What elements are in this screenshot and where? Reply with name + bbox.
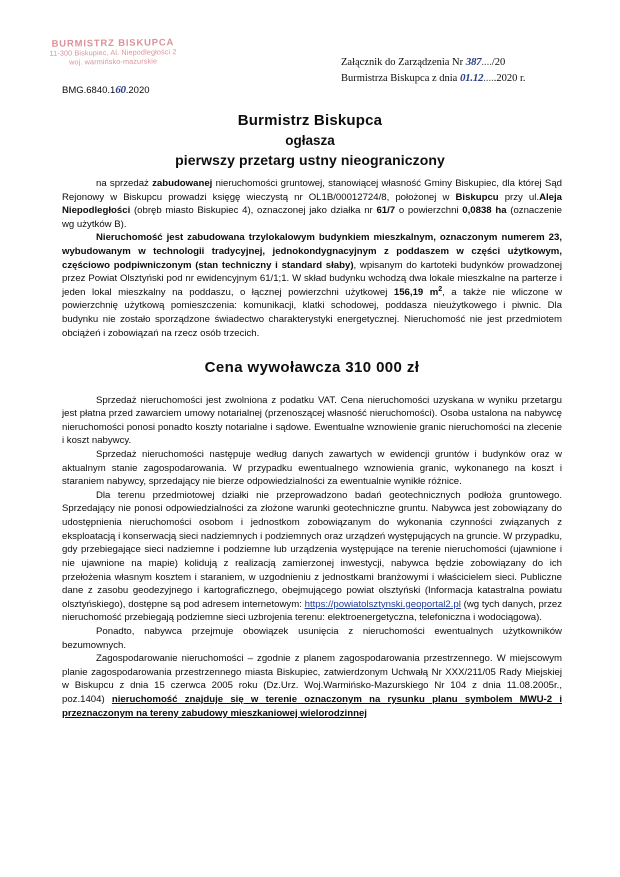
p2-b1: Nieruchomość jest zabudowana trzylokalowym budynkiem mieszkalnym, oznaczonym numerem 23, wybudowanym w technologii tradycyjnej, jednokondygnacyjnym z poddaszem w części użytkowym, częściowo podpiwniczonym (stan techniczny i standard słaby) [62,232,562,271]
page-title: Burmistrz Biskupca [237,112,383,129]
p1-b1: zabudowanej [152,178,213,189]
geoportal-link[interactable]: https://powiatolsztynski.geoportal2.pl [304,598,461,610]
title-announces: ogłasza [285,133,335,148]
stamp-address-line: 11-300 Biskupiec, Al. Niepodległości 2 [49,47,177,58]
annex-reference [341,55,526,87]
file-reference-number [62,84,150,96]
annex-line1-handwritten: 387 [465,56,482,68]
title-block [0,112,620,168]
paragraph-vat-and-costs: Sprzedaż nieruchomości jest zwolniona z podatku VAT. Cena nieruchomości uzyskana w wyniku przetargu jest płatna przed zawarciem umowy notarialnej (przenoszącej własność nieruchomości). Osoba ustalona na nabywcę nieruchomości ponosi ponadto koszty notarialne i sądowe. Ewentualne wznowienie granic nieruchomości na zlecenie i koszt nabywcy. [62,394,562,447]
paragraph-geotechnical-and-utilities [62,489,562,625]
annex-line1-prefix: Załącznik do Zarządzenia Nr [341,57,466,68]
annex-line2-dots: .... [483,72,494,84]
official-stamp [33,37,193,67]
document-header [0,0,620,102]
p1-t6: (oznaczenie wg użytków B). [62,205,562,230]
paragraph-land-registry-data: Sprzedaż nieruchomości następuje według danych zawartych w ewidencji gruntów i budynków oraz w aktualnym stanie zagospodarowania. W przypadku ewentualnego wznowienia granic, wykonanego na koszt i staraniem nabywcy, sprzedający nie bierze odpowiedzialności za ewentualnie wynikłe różnice. [62,449,562,488]
p1-b2: Biskupcu [455,191,499,203]
annex-line2-suffix: .2020 r. [493,72,526,84]
annex-line1-suffix: /20 [491,57,506,68]
p2-t1: , wpisanym do kartoteki budynków prowadzonej przez Powiat Olsztyński pod nr ewidencyjnym 61/1;1. W skład budynku wchodzą dwa lokale mieszkalne na parterze i jeden lokal mieszkalny na poddaszu, o łącznej powierzchni użytkowej [62,259,562,298]
p1-t3: przy ul. [498,191,540,203]
p1-t2: nieruchomości gruntowej, stanowiącej własność Gminy Biskupiec, dla której Sąd Rejonowy w Biskupcu prowadzi księgę wieczystą nr OL1B/00012724/8, położonej w [62,178,562,203]
annex-line1-dots: .... [481,57,492,68]
stamp-authority-line: BURMISTRZ BISKUPCA [51,37,175,50]
file-reference-prefix: BMG.6840.1 [62,85,116,96]
p7-t1: Zagospodarowanie nieruchomości – zgodnie z planem zagospodarowania przestrzennego. W miejscowym planie zagospodarowania przestrzennego miasta Biskupiec, zatwierdzonym Uchwałą Nr XXX/211/05 Rady Miejskiej w Biskupcu z dnia 15 czerwca 2005 roku (Dz.Urz. Woj.Warmińsko-Mazurskiego Nr 104 z dnia 11.08.2005r., poz.1404) [62,653,562,706]
paragraph-unlawful-users: Ponadto, nabywca przejmuje obowiązek usunięcia z nieruchomości ewentualnych użytkowników bezumownych. [62,625,562,651]
p2-b2: 156,19 m [393,286,439,298]
annex-line-2 [341,71,526,87]
p5-t1: Dla terenu przedmiotowej działki nie przeprowadzono badań geotechnicznych podłoża gruntowego. Sprzedający nie ponosi odpowiedzialności za złożone warunki geotechniczne gruntu. Nabywca jest zobowiązany do udostępnienia nieruchomości osobom i jednostkom zobowiązanym do wykonania czynności związanych z eksploatacją i konserwacją sieci nadziemnych i podziemnych oraz urządzeń występujących na gruncie. W przypadku, gdy przebiegające sieci nadziemne i podziemne lub urządzenia występujące na terenie nieruchomości (ujawnione i nie ujawnione na mapie) kolidują z realizacją zamierzonej inwestycji, nabywca będzie zobowiązany do ich przełożenia własnym kosztem i staraniem, w uzgodnieniu z jednostkami branżowymi i właścicielem sieci. Publiczne dane z zasobu geodezyjnego i kartograficznego, obejmującego powiat olsztyński (Informacja katastralna powiatu olsztyńskiego), dostępne są pod adresem internetowym: [62,489,562,610]
paragraph-property-description [62,177,562,231]
file-reference-handwritten: 60 [115,84,126,96]
starting-price: Cena wywoławcza 310 000 zł [204,359,420,377]
file-reference-suffix: .2020 [125,85,150,96]
paragraph-building-details [62,231,562,340]
p7-zoning-designation: nieruchomość znajduje się w terenie oznaczonym na rysunku planu symbolem MWU-2 i przeznaczonym na tereny zabudowy mieszkaniowej wielorodzinnej [62,694,562,719]
stamp-region-line: woj. warmińsko-mazurskie [69,56,158,67]
annex-line2-prefix: Burmistrza Biskupca z dnia [341,72,460,84]
p1-t5: o powierzchni [395,205,463,217]
p2-b2-superscript: 2 [438,285,443,293]
p1-t1: na sprzedaż [96,178,153,189]
document-body [62,177,562,720]
annex-line-1 [341,55,526,71]
title-tender-type: pierwszy przetarg ustny nieograniczony [175,152,445,168]
annex-line2-handwritten: 01.12 [459,71,484,84]
p1-t4: (obręb miasto Biskupiec 4), oznaczonej jako działka nr [130,205,377,217]
p1-b3: Aleja Niepodległości [62,191,562,217]
p5-t2: (wg tych danych, przez nieruchomość przebiegają podziemne sieci uzbrojenia terenu: elektroenergetyczna, telefoniczna i wodociągowa). [62,598,562,624]
p1-b5: 0,0838 ha [462,205,507,217]
p1-b4: 61/7 [376,205,396,217]
paragraph-zoning-plan [62,652,562,720]
p2-t2: , a także nie wliczone w powierzchnię użytkową pomieszczenia: komunikacji, klatki schodowej, poddasza nieużytkowego i piwnic. Dla budynku nie zostało sporządzone świadectwo charakterystyki energetycznej. Nieruchomość nie jest przedmiotem obciążeń i zobowiązań na rzecz osób trzecich. [62,286,562,339]
